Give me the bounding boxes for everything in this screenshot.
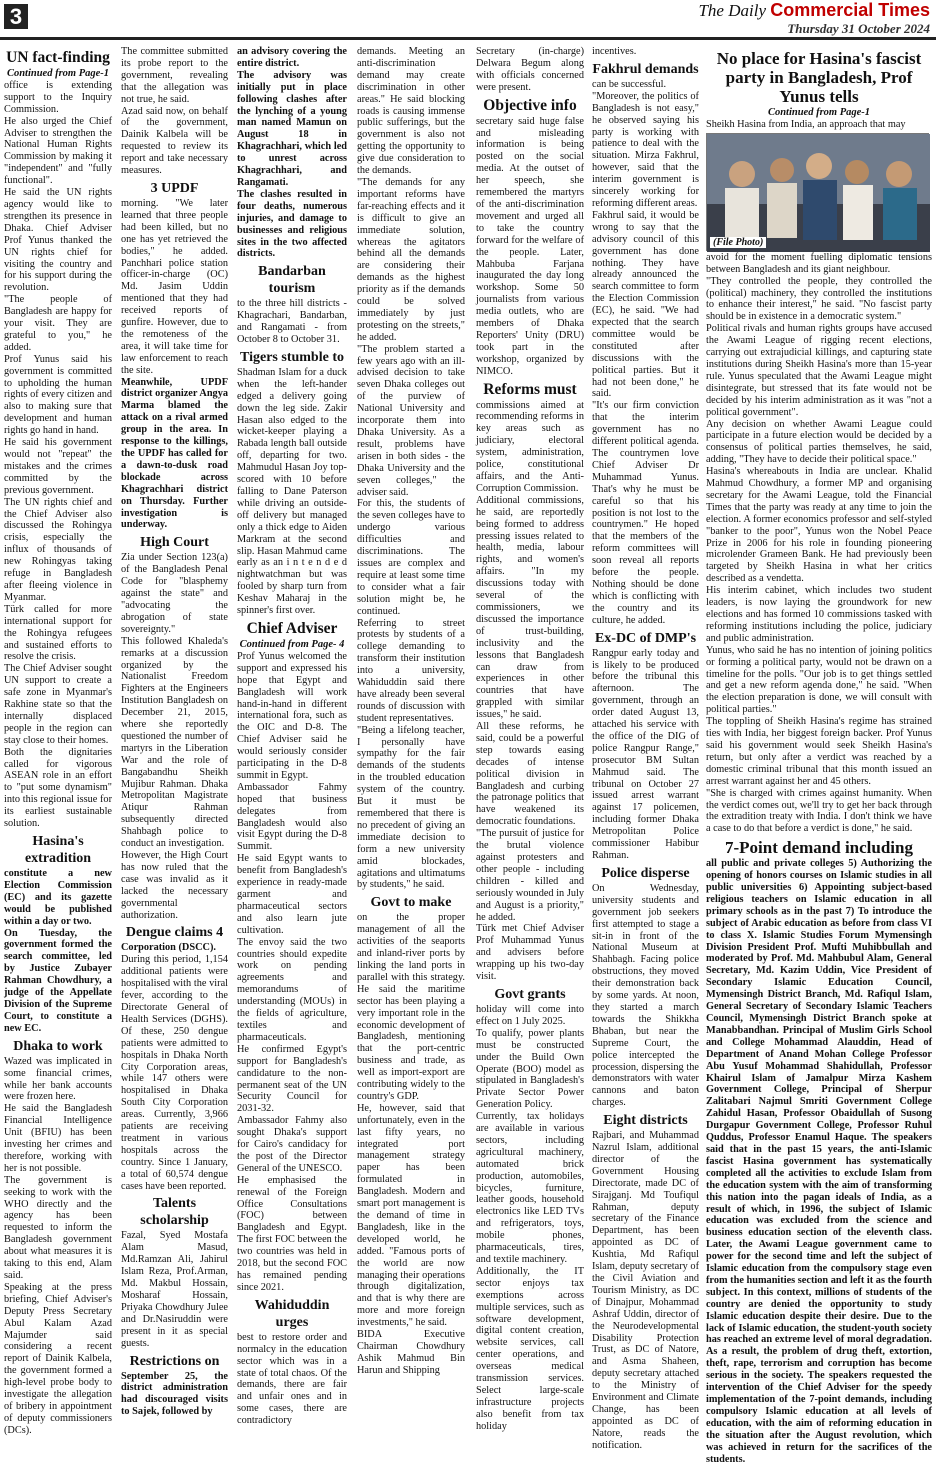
paragraph: Political rivals and human rights groups have accused the Awami League of rigging recent elections, carrying out extrajudicial killings, and capturing state institutions during Sheikh Hasina's more than 15-year rule. Yunus speculated that the Awami League might disintegrate, but stressed that its fate would not be decided by his interim administration as it was "not a political government". <box>706 323 932 418</box>
paper-name <box>698 0 930 21</box>
paragraph: The clashes resulted in four deaths, numerous injuries, and damage to businesses and religious sites in the two affected districts. <box>237 188 347 260</box>
paragraph: morning. "We later learned that three people had been killed, but no one has yet retrieved the bodies," he added. Panchhari police station officer-in-charge (OC) Md. Jasim Uddin mentioned that they had received reports of gunfire. However, due to the remoteness of the area, it will take time for law enforcement to reach the site. <box>121 197 228 376</box>
paragraph: Referring to street protests by students of a college demanding to transform their institution into a university, Wahiduddin said there have already been several rounds of discussion with student representatives. <box>357 617 465 724</box>
paragraph: The committee submitted its probe report to the government, revealing that the allegation was not true, he said. <box>121 46 228 105</box>
paragraph: Zia under Section 123(a) of the Bangladesh Penal Code for "blasphemy against the state" and "advocating the abrogation of state sovereignty." <box>121 552 228 635</box>
column-2 <box>121 46 228 1450</box>
paragraph: secretary said huge false and misleading information is being posted on the social media. At the outset of her speech, she remembered the martyrs of the anti-discrimination movement and urged all to take the country forward for the welfare of the people. Later, Mahbuba Farjana inaugurated the day long workshop. Some 50 journalists from various media outlets, who are members of Dhaka Reporters' Unity (DRU) took part in the workshop, organized by NIMCO. <box>476 115 584 377</box>
paragraph: Additionally, the IT sector enjoys tax exemptions across multiple services, such as software development, digital content creation, website services, call center operations, and overseas medical transmission services. Select large-scale infrastructure projects also benefit from tax holiday <box>476 1265 584 1432</box>
headline-govt-grants: Govt grants <box>494 986 566 1002</box>
paragraph: best to restore order and normalcy in the education sector which was in a state of total chaos. Of the demands, there are fair and unfair ones and in some cases, there are contradictory <box>237 1331 347 1427</box>
header-rule <box>0 37 936 40</box>
paragraph: office is extending support to the Inquiry Commission. <box>4 79 112 115</box>
paragraph: BIDA Executive Chairman Chowdhury Ashik Mahmud Bin Harun and Shipping <box>357 1329 465 1376</box>
paragraph: Any decision on whether Awami League could participate in a future election would be decided by a consensus of political parties themselves, he said, adding, "They have to decide their political space." <box>706 418 932 466</box>
headline-tigers-stumble: Tigers stumble to <box>240 349 344 365</box>
paragraph: He, however, said that unfortunately, even in the last fifty years, no integrated port management strategy paper has been formulated in Bangladesh. Modern and smart port management is the demand of time in Bangladesh, like in the developed world, he added. "Famous ports of the world are now managing their operations through digitalization, and that is why there are more and more foreign investments," he said. <box>357 1102 465 1329</box>
paragraph: Fazal, Syed Mostafa Alam Masud, Md.Ramzan Ali, Jahirul Islam Reza, Prof.Arman, Md. Makbul Hossain, Mosharaf Hossain, Priyaka Chowdhury Julee and Dr.Nasiruddin were present in it as special guests. <box>121 1230 228 1349</box>
paragraph: Fakhrul said, it would be wrong to say that the advisory council of this government has done nothing. They have already announced the search committee to form the Election Commission (EC), he said. "We had expected that the search committee would be constituted after discussions with the political parties. But it had not been done," he said. <box>592 209 699 400</box>
headline-reforms-must: Reforms must <box>483 380 577 398</box>
paragraph: Prof Yunus said his government is committed to upholding the human rights of every citizen and also to making sure that development and human rights go hand in hand. <box>4 353 112 437</box>
headline-7-point-demand: 7-Point demand including <box>725 838 913 858</box>
paragraph: This followed Khaleda's remarks at a discussion organized by the Nationalist Freedom Fighters at the Engineers Institution Bangladesh on December 21, 2015, where she reportedly questioned the number of martyrs in the Liberation War and the role of Bangabandhu Sheikh Mujibur Rahman. Dhaka Metropolitan Magistrate Atiqur Rahman subsequently directed Shahbagh police to conduct an investigation. <box>121 635 228 850</box>
paper-prefix: The Daily <box>698 1 766 20</box>
paragraph: constitute a new Election Commission (EC) and its gazette would be published within a day or two. <box>4 868 112 927</box>
paragraph: Both the dignitaries called for vigorous ASEAN role in an effort to "put some dynamism" into this regional issue for its earliest sustainable solution. <box>4 746 112 830</box>
headline-talents-scholarship: Talents scholarship <box>140 1196 209 1229</box>
paragraph: All these reforms, he said, could be a powerful step towards easing decades of intense political division in Bangladesh and curbing the patronage politics that have weakened its democratic foundations. <box>476 721 584 828</box>
continuation-note: Continued from Page-1 <box>6 68 110 79</box>
paragraph: "The pursuit of justice for the brutal violence against protesters and other people - including children - killed and seriously wounded in July and August is a priority," he added. <box>476 828 584 923</box>
paragraph: "Being a lifelong teacher, I personally have sympathy for the fair demands of the students in the troubled education system of the country. But it must be remembered that there is no precedent of giving an immediate decision to form a new university amid blockades, agitations and ultimatums by students," he said. <box>357 724 465 891</box>
column-5 <box>476 46 584 1450</box>
paragraph: To qualify, power plants must be constructed under the Build Own Operate (BOO) model as stipulated in Bangladesh's Private Sector Power Generation Policy. <box>476 1027 584 1111</box>
headline-chief-adviser: Chief Adviser <box>246 619 338 637</box>
photo-illustration <box>707 134 930 252</box>
paragraph: can be successful. <box>592 78 667 90</box>
headline-eight-districts: Eight districts <box>603 1113 688 1129</box>
paragraph: "She is charged with crimes against humanity. When the verdict comes out, we'll try to get her back through the extradition treaty with India. I don't think we have a case to do that before a verdict is done," he said. <box>706 787 932 835</box>
paragraph: Rangpur early today and is likely to be produced before the tribunal this afternoon. The government, through an order dated August 13, attached his service with the office of the DIG of police Rangpur Range," prosecutor BM Sultan Mahmud said. The tribunal on October 27 issued arrest warrant against 17 policemen, including former Dhaka Metropolitan Police commissioner Habibur Rahman. <box>592 647 699 861</box>
paragraph: "Moreover, the politics of Bangladesh is not easy," he observed saying his party is working with patience to deal with the situation. Mirza Fakhrul, however, said that the interim government is sincerely working for reforming different areas. <box>592 90 699 209</box>
paragraph: The advisory was initially put in place following clashes after the lynching of a young man named Mamun on August 18 in Khagrachhari, which led to unrest across Khagrachhari, and Rangamati. <box>237 69 347 188</box>
headline-hasinas-extradition: Hasina's extradition <box>24 834 92 866</box>
paragraph: Speaking at the press briefing, Chief Adviser's Deputy Press Secretary Abul Kalam Azad Majumder said considering a recent report of Dainik Kalbela, the government formed a high-level probe body to investigate the allegation of bribery in appointment of deputy commissioners (DCs). <box>4 1281 112 1436</box>
paragraph: Corporation (DSCC). <box>121 942 216 954</box>
paragraph: Prof Yunus welcomed the support and expressed his hope that Egypt and Bangladesh will work hand-in-hand in different international fora, such as the OIC and D-8. The Chief Adviser said he would seriously consider participating in the D-8 summit in Egypt. <box>237 650 347 781</box>
paragraph: The Chief Adviser sought UN support to create a safe zone in Myanmar's Rakhine state so that the internally displaced people in the region can stay close to their homes. <box>4 663 112 746</box>
paragraph: The envoy said the two countries should expedite work on pending agreements and memorandums of understanding (MOUs) in the fields of agriculture, textiles and pharmaceuticals. <box>237 936 347 1043</box>
paragraph: Yunus, who said he has no intention of joining politics or forming a political party, would not be drawn on a timeline for the polls. "Our job is to get things settled and get a new reform agenda done," he said. "When the election preparation is done, we will consult with political parties." <box>706 644 932 716</box>
issue-date: Thursday 31 October 2024 <box>787 21 930 36</box>
paragraph: "The people of Bangladesh are happy for your visit. They are grateful to you," he added. <box>4 294 112 353</box>
paragraph: "The demands for any important reforms have far-reaching effects and it is difficult to give an immediate solution, whereas the agitators behind all the demands are considering their demands as the highest priority as if the demands could be solved immediately by just protesting on the streets," he added. <box>357 176 465 343</box>
paragraph: Türk called for more international support for the Rohingya refugees and sustained efforts to resolve the crisis. <box>4 603 112 663</box>
paragraph: For this, the students of the seven colleges have to undergo various difficulties and discriminations. The issues are complex and require at least some time to consider what a fair solution might be, he continued. <box>357 498 465 617</box>
paragraph: He also urged the Chief Adviser to strengthen the National Human Rights Commission by making it "independent" and "fully functional". <box>4 115 112 187</box>
page-number: 3 <box>4 4 28 29</box>
headline-3-updf: 3 UPDF <box>150 180 199 196</box>
masthead <box>698 0 930 37</box>
paragraph: Sheikh Hasina from India, an approach that may <box>706 118 906 130</box>
paragraph: His interim cabinet, which includes two student leaders, is now laying the groundwork for new elections and has formed 10 commissions tasked with reforming institutions including the police, judiciary and public administration. <box>706 585 932 644</box>
paragraph: an advisory covering the entire district. <box>237 46 347 69</box>
paragraph: all public and private colleges 5) Authorizing the opening of honors courses on Islamic studies in all public universities 6) Appointing subject-based religious teachers on Islamic education in all primary schools as in the past 7) To introduce the subject of Arabic education as before from class VI to class X. Islamic Studies Forum Mymensingh Division President Prof. Mufti Muhibbullah and moderated by Prof. Md. Mahbubul Alam, General Secretary, Md. Kazim Uddin, Vice President of Secondary Islamic Education Council, Mymensingh District Branch, Md. Rafiqul Islam, General Secretary of Secondary Islamic Teachers Council, Mymensingh District Branch spoke at Manabbandhan. Principal of Muslim Girls School and College Mohammad Alauddin, Head of Department of Anand Mohan College Professor Abu Yusuf Mohammad Shahidullah, Professor Khairul Islam of Jamalpur Mirza Kashem Government College, Principal of Sherpur Zalitabari Najmul Smriti Government College Zahidul Hasan, Professor Obaidullah of Susong Durgapur Government College, Professor Ruhul Quddus, Professor Enamul Haque. The speakers said that in the past 15 years, the anti-Islamic fascist Hasina government has systematically completed all the activities to exclude Islam from the education system with the aim of transforming this nation into the pagan ideals of India, as a result of which, in 1996, the subject of Islamic education was excluded from the science and business education section of the eleventh class. Later, the Awami League government came to power for the second time and left the subject of Islamic education from the compulsory stage even from the humanities section and left it as the fourth subject. In this context, millions of students of the country are denied the opportunity to study Islamic education despite their desire. Due to the lack of Islamic education, the student-youth society has reached an extreme level of moral degradation. As a result, the problem of drug theft, extortion, theft, rape, terrorism and corruption has become serious in the society. The speakers requested the intervention of the Chief Adviser for the speedy implementation of the 7-point demands, including compulsory Islamic education at all levels of education, with the aim of reforming education in the situation after the August revolution, which was achieved in return for the sacrifices of the students. <box>706 858 932 1465</box>
paragraph: Secretary (in-charge) Delwara Begum along with officials concerned were present. <box>476 46 584 93</box>
paper-title: Commercial Times <box>770 0 930 20</box>
headline-un-fact-finding: UN fact-finding <box>6 49 110 66</box>
paragraph: However, the High Court has now ruled that the case was invalid as it lacked the necessary governmental authorization. <box>121 850 228 921</box>
headline-bandarban-tourism: Bandarban tourism <box>258 264 326 297</box>
paragraph: On Wednesday, university students and government job seekers first attempted to stage a sit-in in front of the National Museum at Shahbagh. Facing police obstructions, they moved their demonstration back by some yards. At noon, they started a march towards the Shikkha Bhaban, but near the Supreme Court, the police intercepted the procession, dispersing the demonstrators with water cannons and baton charges. <box>592 882 699 1109</box>
paragraph: September 25, the district administration had discouraged visits to Sajek, followed by <box>121 1370 228 1418</box>
continuation-note: Continued from Page-1 <box>767 107 871 118</box>
paragraph: avoid for the moment fuelling diplomatic tensions between Bangladesh and its giant neighbour. <box>706 251 932 275</box>
paragraph: Türk met Chief Adviser Prof Muhammad Yunus and advisers before wrapping up his two-day visit. <box>476 923 584 983</box>
paragraph: commissions aimed at recommending reforms in key areas such as judiciary, electoral system, administration, police, constitutional affairs, and the Anti-Corruption Commission. <box>476 399 584 494</box>
headline-wahiduddin-urges: Wahiduddin urges <box>254 1297 330 1330</box>
paragraph: Rajbari, and Muhammad Nazrul Islam, additional director of the Government Housing Directorate, made DC of Sirajganj. Md Toufiqul Rahman, deputy secretary of the Finance Department, has been appointed as DC of Kushtia, Md Rafiqul Islam, deputy secretary of the Civil Aviation and Tourism Ministry, as DC of Dinajpur, Mohammad Ashraf Uddin, director of the Neurodevelopmental Disability Protection Trust, as DC of Natore, and Asma Shaheen, deputy secretary attached to the Ministry of Environment and Climate Change, has been appointed as DC of Natore, reads the notification. <box>592 1130 699 1451</box>
paragraph: Currently, tax holidays are available in various sectors, including agricultural machinery, automated brick production, automobiles, bicycles, furniture, leather goods, household electronics like LED TVs and refrigerators, toys, mobile phones, pharmaceuticals, tires, and textile machinery. <box>476 1111 584 1265</box>
column-4 <box>357 46 465 1450</box>
paragraph: He emphasised the renewal of the Foreign Office Consultations (FOC) between Bangladesh and Egypt. The first FOC between the two countries was held in 2018, but the second FOC has remained pending since 2021. <box>237 1174 347 1293</box>
paragraph: demands. Meeting an anti-discrimination demand may create discrimination in other areas." He said blocking roads is causing immense public sufferings, but the government is also not getting the opportunity to give due consideration to the demands. <box>357 46 465 177</box>
headline-fakhrul-demands: Fakhrul demands <box>592 61 699 77</box>
paragraph: He said the UN rights agency would like to strengthen its presence in Dhaka. Chief Adviser Prof Yunus thanked the UN rights chief for visiting the country and for his support during the revolution. <box>4 187 112 294</box>
paragraph: incentives. <box>592 46 637 57</box>
paragraph: to the three hill districts - Khagrachari, Bandarban, and Rangamati - from October 8 to October 31. <box>237 298 347 346</box>
paragraph: The UN rights chief and the Chief Adviser also discussed the Rohingya crisis, especially the influx of thousands of new Rohingyas taking refuge in Bangladesh after fleeing violence in Myanmar. <box>4 496 112 603</box>
paragraph: He confirmed Egypt's support for Bangladesh's candidature to the non-permanent seat of the UN Security Council for 2031-32. <box>237 1043 347 1115</box>
paragraph: On Tuesday, the government formed the search committee, led by Justice Zubayer Rahman Chowdhury, a judge of the Appellate Division of the Supreme Court, to constitute a new EC. <box>4 927 112 1034</box>
paragraph: Shadman Islam for a duck when the left-hander edged a delivery going down the leg side. Zakir Hasan also edged to the wicket-keeper playing a Rabada length ball outside off, departing for two. Mahmudul Hasan Joy top-scored with 10 before falling to Dane Paterson while driving an outside-off delivery but managed only a thick edge to Aiden Markram at the second slip. Hasan Mahmud came early as an i n t e n d e d nightwatchman but was fooled by sharp turn from Keshav Maharaj in the spinner's first over. <box>237 366 347 617</box>
paragraph: on the proper management of all the activities of the seaports and inland-river ports by linking the land ports in parallel with this strategy. He said the maritime sector has been playing a very important role in the economic development of Bangladesh, mentioning that the port-centric business and trade, as well as import-export are contributing widely to the country's GDP. <box>357 912 465 1102</box>
headline-police-disperse: Police disperse <box>601 865 690 881</box>
headline-govt-to-make: Govt to make <box>370 895 452 911</box>
paragraph: The government is seeking to work with the WHO directly and the agency has been requested to inform the Bangladesh government about what measures it is taking to this end, Alam said. <box>4 1174 112 1281</box>
column-6 <box>592 46 699 1450</box>
paragraph: "The problem started a few years ago with an ill-advised decision to take seven Dhaka colleges out of the purview of National University and incorporate them into Dhaka University. As a result, problems have arisen in both sides - the Dhaka University and the seven colleges," the adviser said. <box>357 343 465 498</box>
paragraph: Hasina's whereabouts in India are unclear. Khalid Mahmud Chowdhury, a former MP and organising secretary for the Awami League, told the Financial Times that the party was ready at any time to join the election. A former economics professor and self-styled "banker to the poor", Yunus won the Nobel Peace Prize in 2006 for his role in founding pioneering microlender Grameen Bank. He had previously been targeted by Sheikh Hasina in what her critics described as a vendetta. <box>706 466 932 585</box>
headline-dhaka-to-work: Dhaka to work <box>13 1038 103 1054</box>
paragraph: Ambassador Fahmy also sought Dhaka's support for Cairo's candidacy for the post of the Director General of the UNESCO. <box>237 1115 347 1174</box>
paragraph: holiday will come into effect on 1 July 2025. <box>476 1003 584 1027</box>
paragraph: Additional commissions, he said, are reportedly being formed to address pressing issues related to health, media, labour rights, and women's affairs. "In my discussions today with several of the commissioners, we discussed the importance of trust-building, inclusivity and the lessons that Bangladesh can draw from experiences in other countries that have grappled with similar issues," he said. <box>476 494 584 721</box>
headline-objective-info: Objective info <box>483 96 577 114</box>
headline-dengue-claims: Dengue claims 4 <box>125 925 224 941</box>
paragraph: He said his government would not "repeat" the mistakes and the crimes committed by the previous government. <box>4 437 112 496</box>
paragraph: During this period, 1,154 additional patients were hospitalised with the viral fever, according to the Directorate General of Health Services (DGHS). Of these, 250 dengue patients were admitted to hospitals in Dhaka North City Corporation areas, while 147 others were hospitalised in Dhaka South City Corporation areas. Currently, 3,966 patients are receiving treatment in various hospitals across the country. Since 1 January, a total of 60,574 dengue cases have been reported. <box>121 954 228 1192</box>
paragraph: Ambassador Fahmy hoped that business delegates from Bangladesh would also visit Egypt during the D-8 Summit. <box>237 781 347 853</box>
paragraph: Meanwhile, UPDF district organizer Angya Marma blamed the attack on a rival armed group in the area. In response to the killings, the UPDF has called for a dawn-to-dusk road blockade across Khagrachhari district on Thursday. Further investigation is underway. <box>121 376 228 531</box>
paragraph: He said Egypt wants to benefit from Bangladesh's experience in ready-made garment and pharmaceutical sectors and also learn jute cultivation. <box>237 853 347 936</box>
column-3 <box>237 46 347 1450</box>
continuation-note: Continued from Page- 4 <box>239 638 345 650</box>
news-photo <box>706 133 929 251</box>
headline-ex-dc-of-dmp: Ex-DC of DMP's <box>594 630 697 646</box>
headline-restrictions-on: Restrictions on <box>129 1353 220 1369</box>
column-1 <box>4 46 112 1450</box>
paragraph: He said the Bangladesh Financial Intelligence Unit (BFIU) has been investing her crimes and therefore, working with her is not possible. <box>4 1103 112 1174</box>
paragraph: Azad said now, on behalf of the government, Dainik Kalbela will be requested to review its report and take necessary measures. <box>121 105 228 177</box>
paragraph: Wazed was implicated in some financial crimes, while her bank accounts were frozen here. <box>4 1055 112 1103</box>
paragraph: "They controlled the people, they controlled the (political) machinery, they controlled the institutions to enhance their interest," he said. "No fascist party should be in existence in a democratic system." <box>706 275 932 323</box>
paragraph: The toppling of Sheikh Hasina's regime has strained ties with India, her biggest foreign backer. Prof Yunus said his government would seek Sheikh Hasina's return, but only after a verdict was reached by a domestic criminal tribunal that this month issued an arrest warrant against her and 45 others. <box>706 716 932 787</box>
column-7 <box>706 46 932 1465</box>
photo-caption: (File Photo) <box>710 237 766 248</box>
paragraph: "It's our firm conviction that the interim government has no different political agenda. The countrymen love Chief Adviser Dr Muhammad Yunus. That's why he must be careful so that his position is not lost to the countrymen." He hoped that the members of the reform committees will soon reveal all reports before the people. Nothing should be done which is conflicting with the country and its culture, he added. <box>592 400 699 626</box>
headline-high-court: High Court <box>140 535 209 551</box>
headline-no-place-for-fascist-party: No place for Hasina's fascist party in Bangladesh, Prof Yunus tells <box>716 49 922 106</box>
